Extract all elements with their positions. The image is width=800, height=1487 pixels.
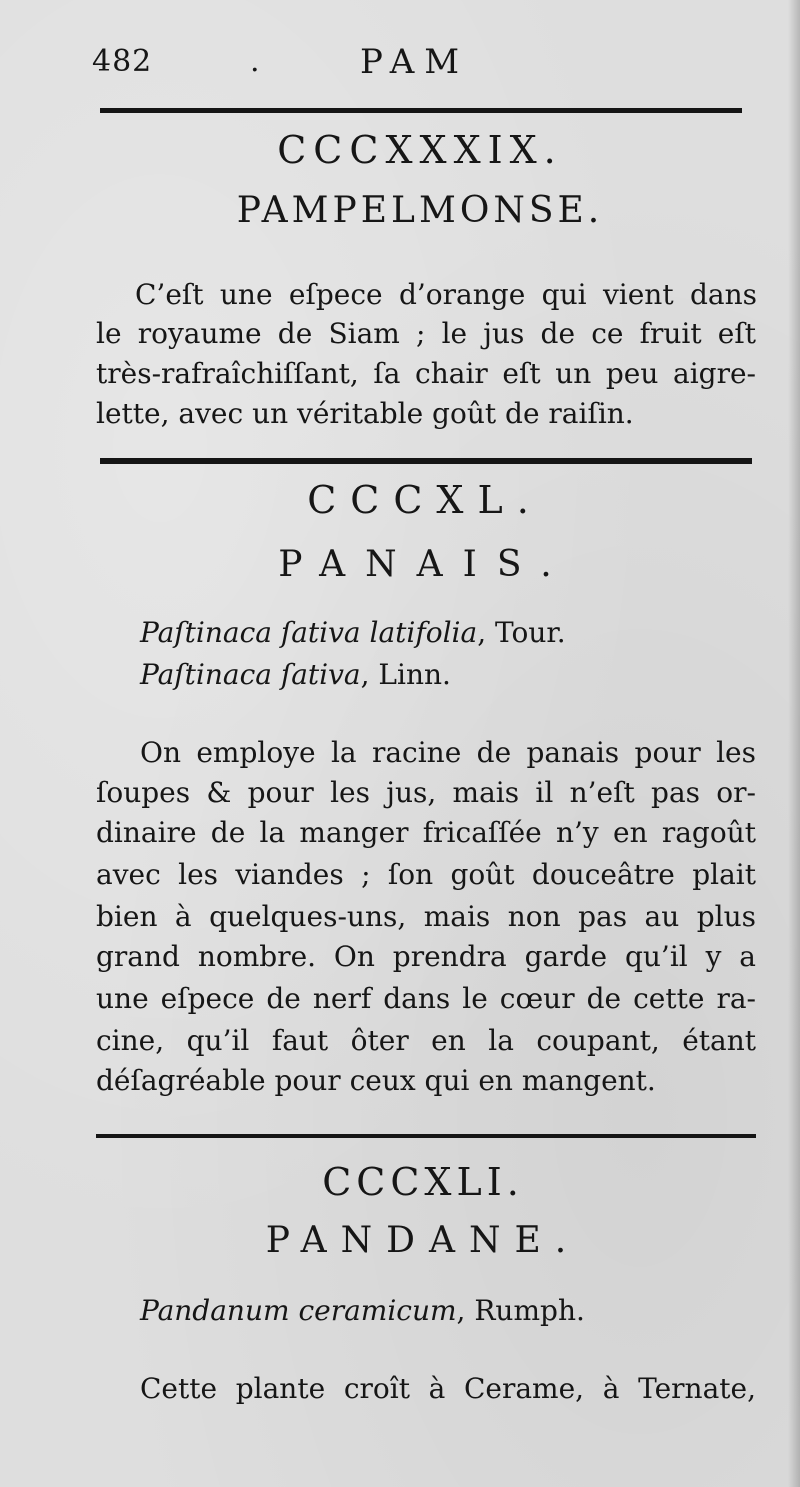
- body-line: grand nombre. On prendra garde qu’il y a: [96, 940, 756, 973]
- entry-numeral: CCCXXXIX.: [277, 128, 563, 172]
- entry-numeral: CCCXL.: [307, 478, 543, 522]
- body-line: très-rafraîchiſſant, ſa chair eſt un peu aigre-: [96, 357, 756, 390]
- synonym-line: [140, 1292, 585, 1329]
- body-line: avec les viandes ; ſon goût douceâtre plait: [96, 858, 756, 891]
- page-number: 482: [92, 44, 153, 79]
- body-line: le royaume de Siam ; le jus de ce fruit eſt: [96, 317, 756, 350]
- entry-heading: PANDANE.: [265, 1220, 581, 1261]
- body-line: Cette plante croît à Cerame, à Ternate,: [140, 1372, 756, 1405]
- latin-name: Paſtinaca ſativa latifolia: [140, 616, 478, 649]
- body-line: On employe la racine de panais pour les: [140, 736, 756, 769]
- section-rule: [100, 458, 752, 464]
- body-line: bien à quelques-uns, mais non pas au plus: [96, 900, 756, 933]
- author-abbrev: , Linn.: [360, 658, 451, 691]
- entry-numeral: CCCXLI.: [322, 1160, 524, 1204]
- latin-name: Pandanum ceramicum: [140, 1294, 457, 1327]
- running-head: PAM: [360, 42, 470, 82]
- body-line: ſoupes & pour les jus, mais il n’eſt pas or-: [96, 776, 756, 809]
- author-abbrev: , Tour.: [477, 616, 566, 649]
- body-line: une eſpece de nerf dans le cœur de cette ra-: [96, 982, 756, 1015]
- header-separator: .: [250, 44, 260, 79]
- synonym-line: [140, 614, 566, 651]
- body-line: dinaire de la manger fricaſſée n’y en ragoût: [96, 816, 756, 849]
- latin-name: Paſtinaca ſativa: [140, 658, 361, 691]
- entry-heading: PAMPELMONSE.: [236, 190, 604, 231]
- author-abbrev: , Rumph.: [456, 1294, 585, 1327]
- body-line: lette, avec un véritable goût de raiſin.: [96, 397, 634, 430]
- synonym-line: [140, 656, 451, 693]
- body-line: C’eſt une eſpece d’orange qui vient dans: [135, 278, 757, 311]
- body-line: cine, qu’il faut ôter en la coupant, étant: [96, 1024, 756, 1057]
- header-rule: [100, 108, 742, 113]
- entry-heading: PANAIS.: [278, 544, 572, 585]
- body-line: déſagréable pour ceux qui en mangent.: [96, 1064, 656, 1097]
- section-rule: [96, 1134, 756, 1138]
